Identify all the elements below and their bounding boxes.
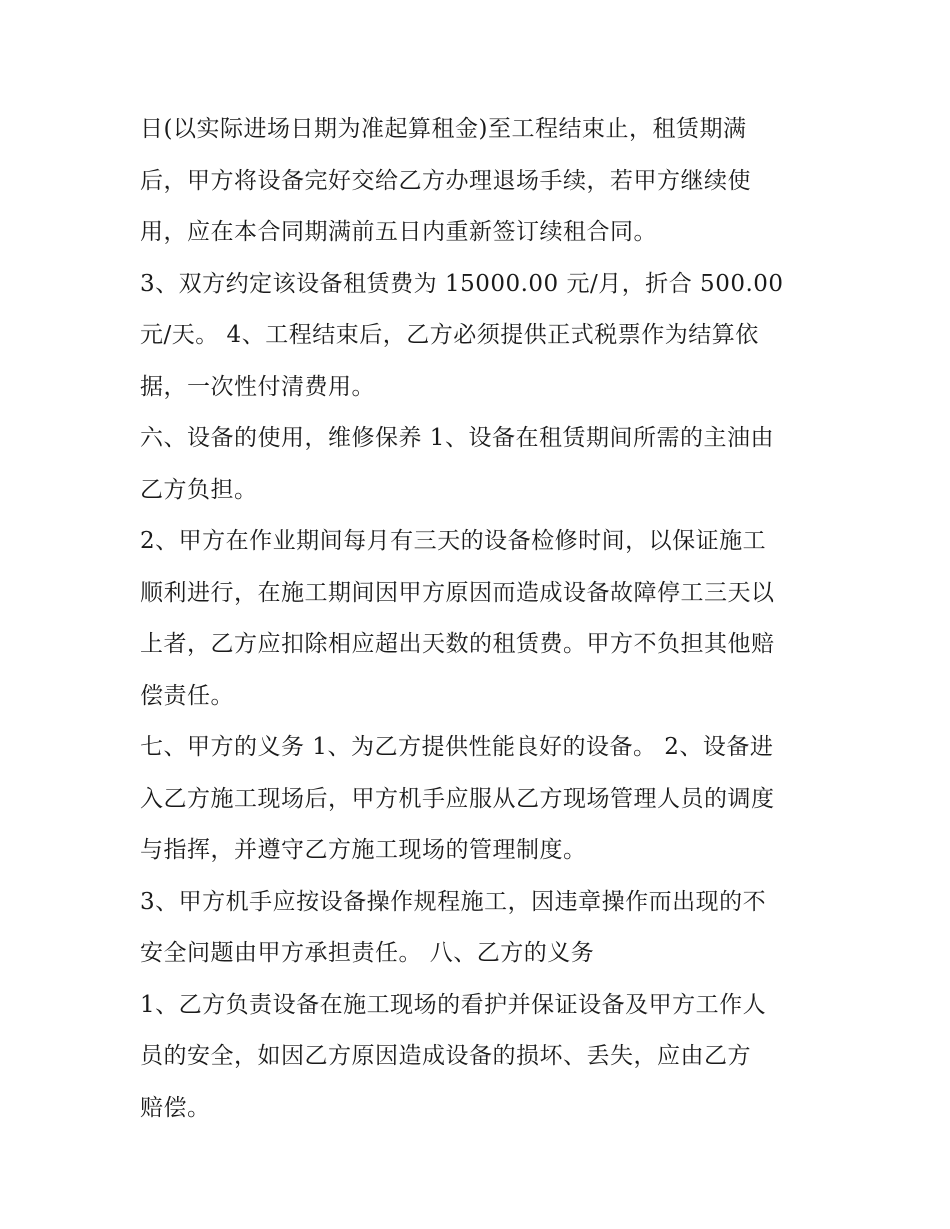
text-line: 2、甲方在作业期间每月有三天的设备检修时间，以保证施工 bbox=[140, 528, 767, 554]
text-line: 上者，乙方应扣除相应超出天数的租赁费。甲方不负担其他赔 bbox=[140, 631, 775, 657]
text-line: 入乙方施工现场后，甲方机手应服从乙方现场管理人员的调度 bbox=[140, 785, 775, 812]
text-line: 用，应在本合同期满前五日内重新签订续租合同。 bbox=[140, 219, 657, 245]
text-line: 1、乙方负责设备在施工现场的看护并保证设备及甲方工作人 bbox=[140, 991, 767, 1018]
text-line: 顺利进行，在施工期间因甲方原因而造成设备故障停工三天以 bbox=[140, 579, 775, 606]
text-line: 3、双方约定该设备租赁费为 15000.00 元/月，折合 500.00 bbox=[140, 270, 784, 297]
text-line: 3、甲方机手应按设备操作规程施工，因违章操作而出现的不 bbox=[140, 888, 767, 915]
text-line: 偿责任。 bbox=[140, 682, 234, 709]
text-line: 元/天。 4、工程结束后，乙方必须提供正式税票作为结算依 bbox=[140, 322, 759, 348]
text-line: 据，一次性付清费用。 bbox=[140, 373, 375, 400]
text-line: 赔偿。 bbox=[140, 1094, 211, 1121]
text-line: 乙方负担。 bbox=[140, 476, 258, 503]
text-line: 后，甲方将设备完好交给乙方办理退场手续，若甲方继续使 bbox=[140, 167, 751, 194]
text-line: 七、甲方的义务 1、为乙方提供性能良好的设备。 2、设备进 bbox=[140, 734, 774, 760]
text-line: 安全问题由甲方承担责任。 八、乙方的义务 bbox=[140, 940, 595, 966]
document-body bbox=[140, 104, 820, 1134]
text-line: 与指挥，并遵守乙方施工现场的管理制度。 bbox=[140, 837, 587, 863]
text-line: 员的安全，如因乙方原因造成设备的损坏、丢失，应由乙方 bbox=[140, 1043, 751, 1069]
text-line: 日(以实际进场日期为准起算租金)至工程结束止，租赁期满 bbox=[140, 116, 747, 142]
text-line: 六、设备的使用，维修保养 1、设备在租赁期间所需的主油由 bbox=[140, 425, 774, 451]
